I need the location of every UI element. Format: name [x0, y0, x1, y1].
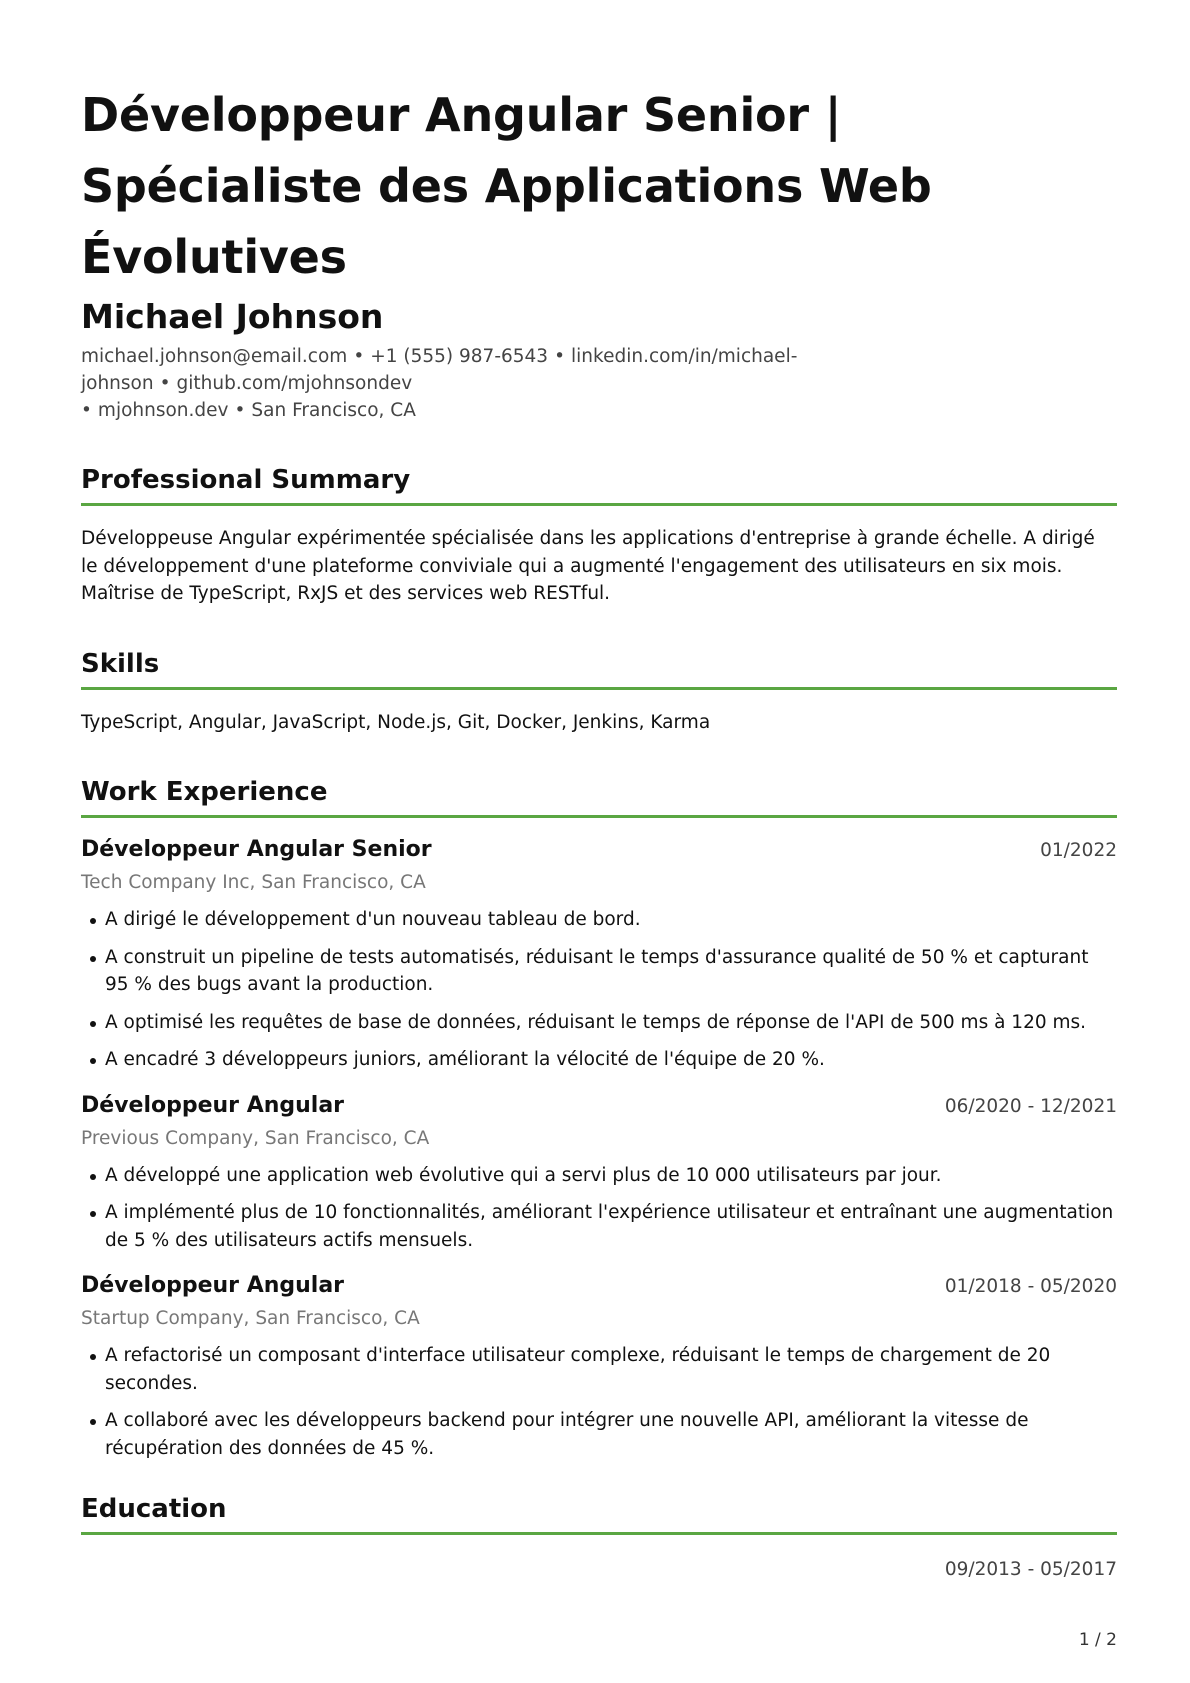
experience-section — [81, 775, 1117, 1462]
contact-linkedin[interactable]: linkedin.com/in/michael-johnson — [81, 346, 798, 394]
job-company: Startup Company, San Francisco, CA — [81, 1308, 420, 1329]
list-item: A dirigé le développement d'un nouveau tableau de bord. — [81, 906, 1117, 934]
summary-section — [81, 463, 1117, 608]
job-company: Previous Company, San Francisco, CA — [81, 1127, 430, 1149]
job-title: Développeur Angular Senior — [81, 837, 432, 862]
job-entry — [81, 835, 1117, 1074]
contact-separator: • — [81, 400, 92, 421]
list-item: A encadré 3 développeurs juniors, améliorant la vélocité de l'équipe de 20 %. — [81, 1046, 1117, 1074]
contact-separator: • — [554, 346, 566, 367]
job-date: 01/2022 — [1040, 840, 1117, 861]
job-header — [81, 1271, 1117, 1301]
job-header — [81, 1091, 1117, 1121]
contact-separator: • — [353, 346, 365, 367]
list-item: A développé une application web évolutive qui a servi plus de 10 000 utilisateurs par jour. — [81, 1162, 1117, 1190]
resume-page — [81, 80, 1117, 1583]
headline-line-1: Développeur Angular Senior | — [81, 88, 842, 142]
contact-website[interactable]: mjohnson.dev — [97, 400, 229, 421]
list-item: A refactorisé un composant d'interface utilisateur complexe, réduisant le temps de chargement de 20 secondes. — [81, 1342, 1117, 1397]
job-date: 01/2018 - 05/2020 — [944, 1276, 1117, 1297]
job-date: 06/2020 - 12/2021 — [944, 1095, 1117, 1117]
job-bullets — [81, 1162, 1117, 1255]
contact-phone[interactable]: +1 (555) 987-6543 — [370, 346, 549, 367]
list-item: A construit un pipeline de tests automatisés, réduisant le temps d'assurance qualité de 50 % et capturant 95 % des bugs avant la production. — [81, 944, 1117, 999]
education-heading: Education — [81, 1492, 1117, 1535]
education-section — [81, 1492, 1117, 1583]
job-entry — [81, 1271, 1117, 1462]
job-bullets — [81, 906, 1117, 1074]
contact-github[interactable]: github.com/mjohnsondev — [176, 373, 413, 394]
list-item: A optimisé les requêtes de base de données, réduisant le temps de réponse de l'API de 500 ms à 120 ms. — [81, 1009, 1117, 1037]
experience-heading: Work Experience — [81, 775, 1117, 818]
headline — [81, 80, 1117, 293]
job-header — [81, 835, 1117, 865]
skills-text: TypeScript, Angular, JavaScript, Node.js, Git, Docker, Jenkins, Karma — [81, 711, 711, 733]
job-company: Tech Company Inc, San Francisco, CA — [81, 872, 426, 893]
education-date: 09/2013 - 05/2017 — [944, 1559, 1117, 1580]
skills-heading: Skills — [81, 647, 1117, 690]
job-entry — [81, 1091, 1117, 1255]
candidate-name: Michael Johnson — [81, 297, 384, 336]
contact-separator: • — [234, 400, 246, 421]
contact-separator: • — [159, 373, 171, 394]
headline-line-2: Spécialiste des Applications Web — [81, 159, 932, 213]
contact-email[interactable]: michael.johnson@email.com — [81, 346, 348, 367]
contact-info — [81, 343, 1117, 424]
summary-heading: Professional Summary — [81, 463, 1117, 506]
job-title: Développeur Angular — [81, 1092, 345, 1118]
list-item: A implémenté plus de 10 fonctionnalités, améliorant l'expérience utilisateur et entraînant une augmentation de 5 % des utilisateurs actifs mensuels. — [81, 1199, 1117, 1254]
job-title: Développeur Angular — [81, 1273, 345, 1298]
list-item: A collaboré avec les développeurs backend pour intégrer une nouvelle API, améliorant la vitesse de récupération des données de 45 %. — [81, 1407, 1117, 1462]
skills-section — [81, 647, 1117, 737]
contact-location: San Francisco, CA — [251, 400, 416, 421]
education-entry — [81, 1557, 1117, 1583]
page-number: 1 / 2 — [1078, 1630, 1117, 1650]
headline-line-3: Évolutives — [81, 230, 347, 284]
job-bullets — [81, 1342, 1117, 1462]
summary-text: Développeuse Angular expérimentée spécialisée dans les applications d'entreprise à grande échelle. A dirigé le développement d'une plateforme conviviale qui a augmenté l'engagement des utilisateurs en six mois. Maîtrise de TypeScript, RxJS et des services web RESTful. — [81, 528, 1095, 604]
